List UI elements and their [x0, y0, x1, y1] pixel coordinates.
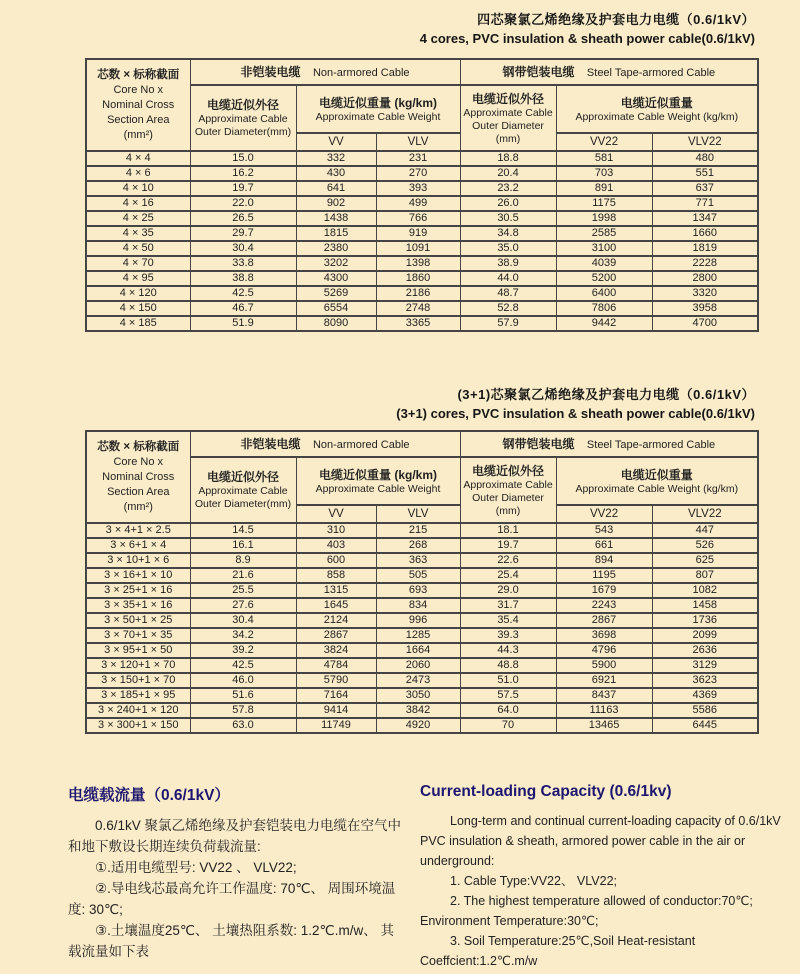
- cell-value: 26.0: [460, 196, 556, 211]
- cell-value: 30.5: [460, 211, 556, 226]
- cell-value: 21.6: [190, 568, 296, 583]
- cell-value: 52.8: [460, 301, 556, 316]
- table-row: [86, 688, 758, 703]
- table1-title-block: [420, 9, 755, 46]
- cell-value: 6554: [296, 301, 376, 316]
- cell-value: 8437: [556, 688, 652, 703]
- cell-value: 14.5: [190, 523, 296, 538]
- col-header-weight-non-armored: [296, 85, 460, 133]
- cell-value: 3365: [376, 316, 460, 331]
- table-row: [86, 211, 758, 226]
- od-st-en3: (mm): [495, 504, 521, 517]
- cell-value: 7164: [296, 688, 376, 703]
- notes-zh-item-3: ③.土壤温度25℃、 土壤热阻系数: 1.2℃.m/w、 其载流量如下表: [68, 923, 394, 959]
- cell-value: 29.7: [190, 226, 296, 241]
- cell-value: 807: [652, 568, 758, 583]
- core-header-unit: (mm²): [123, 129, 153, 141]
- wt-na-zh: 电缆近似重量 (kg/km): [319, 467, 438, 482]
- cell-value: 2124: [296, 613, 376, 628]
- od-na-en2: Outer Diameter(mm): [194, 498, 292, 510]
- cell-value: 4784: [296, 658, 376, 673]
- cell-value: 1175: [556, 196, 652, 211]
- col-header-vlv22: VLV22: [652, 505, 758, 523]
- od-st-en2: Outer Diameter: [472, 119, 544, 132]
- cell-value: 3129: [652, 658, 758, 673]
- steel-armored-en: Steel Tape-armored Cable: [586, 67, 716, 79]
- col-header-vv: VV: [296, 505, 376, 523]
- od-st-zh: 电缆近似外径: [472, 463, 545, 478]
- table-row: [86, 583, 758, 598]
- table-row: [86, 256, 758, 271]
- table-row: [86, 271, 758, 286]
- cell-value: 543: [556, 523, 652, 538]
- od-st-zh: 电缆近似外径: [472, 91, 545, 106]
- cell-core-size: 3 × 70+1 × 35: [86, 628, 190, 643]
- col-header-od-non-armored: [190, 457, 296, 523]
- cell-value: 3623: [652, 673, 758, 688]
- cell-value: 2585: [556, 226, 652, 241]
- cell-value: 6921: [556, 673, 652, 688]
- cell-value: 6400: [556, 286, 652, 301]
- cell-value: 6445: [652, 718, 758, 733]
- steel-armored-zh: 钢带铠装电缆: [502, 65, 575, 79]
- cell-value: 693: [376, 583, 460, 598]
- col-header-core-section: [86, 431, 190, 523]
- core-header-en1: Core No x: [113, 84, 164, 96]
- od-st-en3: (mm): [495, 132, 521, 145]
- cell-value: 403: [296, 538, 376, 553]
- cell-value: 46.0: [190, 673, 296, 688]
- table-row: [86, 316, 758, 331]
- wt-na-zh: 电缆近似重量 (kg/km): [319, 95, 438, 110]
- cell-value: 996: [376, 613, 460, 628]
- cell-value: 393: [376, 181, 460, 196]
- cell-value: 18.8: [460, 151, 556, 166]
- cell-value: 1091: [376, 241, 460, 256]
- cell-value: 29.0: [460, 583, 556, 598]
- cell-value: 16.1: [190, 538, 296, 553]
- col-header-weight-steel: [556, 85, 758, 133]
- cell-value: 15.0: [190, 151, 296, 166]
- cell-value: 1285: [376, 628, 460, 643]
- wt-st-zh: 电缆近似重量: [620, 467, 693, 482]
- wt-na-en: Approximate Cable Weight: [315, 110, 441, 123]
- core-header-en2: Nominal Cross: [102, 99, 175, 111]
- cell-value: 18.1: [460, 523, 556, 538]
- cell-value: 551: [652, 166, 758, 181]
- cell-value: 4700: [652, 316, 758, 331]
- cell-value: 31.7: [460, 598, 556, 613]
- cell-value: 57.8: [190, 703, 296, 718]
- col-header-weight-steel: [556, 457, 758, 505]
- col-header-vv22: VV22: [556, 133, 652, 151]
- cell-value: 2099: [652, 628, 758, 643]
- cell-value: 637: [652, 181, 758, 196]
- cell-value: 231: [376, 151, 460, 166]
- cell-value: 42.5: [190, 286, 296, 301]
- cell-value: 5900: [556, 658, 652, 673]
- cell-core-size: 3 × 120+1 × 70: [86, 658, 190, 673]
- col-header-vv: VV: [296, 133, 376, 151]
- non-armored-zh: 非铠装电缆: [240, 437, 301, 451]
- cell-core-size: 3 × 150+1 × 70: [86, 673, 190, 688]
- cell-core-size: 3 × 35+1 × 16: [86, 598, 190, 613]
- cell-value: 4300: [296, 271, 376, 286]
- cell-value: 1082: [652, 583, 758, 598]
- notes-section-en: [420, 783, 792, 971]
- cell-value: 30.4: [190, 241, 296, 256]
- core-header-en3: Section Area: [107, 114, 170, 126]
- cell-value: 1664: [376, 643, 460, 658]
- col-header-vlv: VLV: [376, 505, 460, 523]
- cell-core-size: 3 × 240+1 × 120: [86, 703, 190, 718]
- cell-value: 51.0: [460, 673, 556, 688]
- cell-core-size: 3 × 16+1 × 10: [86, 568, 190, 583]
- cell-value: 1815: [296, 226, 376, 241]
- cell-value: 19.7: [190, 181, 296, 196]
- cell-value: 44.0: [460, 271, 556, 286]
- cell-core-size: 3 × 185+1 × 95: [86, 688, 190, 703]
- notes-section-zh: [68, 783, 402, 962]
- table-row: [86, 241, 758, 256]
- table-row: [86, 553, 758, 568]
- cell-value: 13465: [556, 718, 652, 733]
- od-st-en2: Outer Diameter: [472, 491, 544, 504]
- cell-value: 771: [652, 196, 758, 211]
- cell-value: 51.9: [190, 316, 296, 331]
- cell-value: 11163: [556, 703, 652, 718]
- col-header-core-section: [86, 59, 190, 151]
- cell-core-size: 4 × 6: [86, 166, 190, 181]
- cell-value: 480: [652, 151, 758, 166]
- cell-value: 5790: [296, 673, 376, 688]
- wt-na-en: Approximate Cable Weight: [315, 482, 441, 495]
- cell-value: 270: [376, 166, 460, 181]
- table-row: [86, 286, 758, 301]
- cell-value: 2800: [652, 271, 758, 286]
- notes-zh-item-2: ②.导电线芯最高允许工作温度: 70℃、 周围环境温度: 30℃;: [68, 881, 396, 917]
- cell-value: 363: [376, 553, 460, 568]
- cell-value: 48.7: [460, 286, 556, 301]
- cell-core-size: 3 × 300+1 × 150: [86, 718, 190, 733]
- cell-value: 268: [376, 538, 460, 553]
- table-row: [86, 538, 758, 553]
- cell-value: 42.5: [190, 658, 296, 673]
- cell-value: 858: [296, 568, 376, 583]
- cell-core-size: 4 × 150: [86, 301, 190, 316]
- cell-value: 48.8: [460, 658, 556, 673]
- cell-value: 641: [296, 181, 376, 196]
- cell-core-size: 4 × 10: [86, 181, 190, 196]
- cell-value: 902: [296, 196, 376, 211]
- cell-value: 34.8: [460, 226, 556, 241]
- wt-st-zh: 电缆近似重量: [620, 95, 693, 110]
- cell-core-size: 3 × 95+1 × 50: [86, 643, 190, 658]
- cell-core-size: 3 × 4+1 × 2.5: [86, 523, 190, 538]
- cell-value: 1315: [296, 583, 376, 598]
- cell-value: 23.2: [460, 181, 556, 196]
- cell-value: 600: [296, 553, 376, 568]
- notes-en-paragraph: Long-term and continual current-loading capacity of 0.6/1kV PVC insulation & sheath, armored power cable in the air or underground:: [420, 814, 781, 868]
- cell-value: 1195: [556, 568, 652, 583]
- cell-value: 9442: [556, 316, 652, 331]
- cell-value: 25.4: [460, 568, 556, 583]
- col-header-od-non-armored: [190, 85, 296, 151]
- cell-value: 33.8: [190, 256, 296, 271]
- cell-value: 332: [296, 151, 376, 166]
- cell-core-size: 4 × 185: [86, 316, 190, 331]
- cell-value: 8090: [296, 316, 376, 331]
- cell-core-size: 4 × 35: [86, 226, 190, 241]
- table2-title-block: [396, 384, 755, 421]
- cell-value: 35.4: [460, 613, 556, 628]
- cell-value: 2867: [296, 628, 376, 643]
- col-header-vlv: VLV: [376, 133, 460, 151]
- cell-value: 4796: [556, 643, 652, 658]
- table-row: [86, 718, 758, 733]
- notes-en-item-1: 1. Cable Type:VV22、 VLV22;: [450, 874, 618, 888]
- col-header-vlv22: VLV22: [652, 133, 758, 151]
- cell-value: 3202: [296, 256, 376, 271]
- cell-value: 4039: [556, 256, 652, 271]
- table-row: [86, 673, 758, 688]
- table-row: [86, 658, 758, 673]
- table-row: [86, 181, 758, 196]
- col-header-od-steel: [460, 85, 556, 151]
- cell-value: 2243: [556, 598, 652, 613]
- table-row: [86, 703, 758, 718]
- cell-value: 3320: [652, 286, 758, 301]
- cell-value: 1438: [296, 211, 376, 226]
- steel-armored-zh: 钢带铠装电缆: [502, 437, 575, 451]
- cell-value: 19.7: [460, 538, 556, 553]
- cell-value: 215: [376, 523, 460, 538]
- cell-value: 1347: [652, 211, 758, 226]
- cell-value: 38.9: [460, 256, 556, 271]
- non-armored-zh: 非铠装电缆: [240, 65, 301, 79]
- cell-value: 70: [460, 718, 556, 733]
- cell-value: 2473: [376, 673, 460, 688]
- notes-zh-item-1: ①.适用电缆型号: VV22 、 VLV22;: [95, 860, 297, 875]
- cell-value: 63.0: [190, 718, 296, 733]
- table-row: [86, 301, 758, 316]
- cell-value: 57.9: [460, 316, 556, 331]
- cell-value: 447: [652, 523, 758, 538]
- table1-title-en: 4 cores, PVC insulation & sheath power cable(0.6/1kV): [419, 31, 755, 46]
- notes-en-title: Current-loading Capacity (0.6/1kv): [420, 783, 672, 800]
- cell-value: 505: [376, 568, 460, 583]
- cell-value: 22.6: [460, 553, 556, 568]
- table2-title-en: (3+1) cores, PVC insulation & sheath power cable(0.6/1kV): [396, 406, 755, 421]
- cell-value: 3842: [376, 703, 460, 718]
- cell-value: 44.3: [460, 643, 556, 658]
- cell-value: 39.3: [460, 628, 556, 643]
- cell-core-size: 4 × 50: [86, 241, 190, 256]
- cell-value: 5269: [296, 286, 376, 301]
- cell-value: 38.8: [190, 271, 296, 286]
- cell-value: 39.2: [190, 643, 296, 658]
- cell-value: 581: [556, 151, 652, 166]
- core-header-en3: Section Area: [107, 486, 170, 498]
- group-header-non-armored: [190, 431, 460, 457]
- cell-value: 4920: [376, 718, 460, 733]
- cell-value: 894: [556, 553, 652, 568]
- col-header-vv22: VV22: [556, 505, 652, 523]
- table1-title-zh: 四芯聚氯乙烯绝缘及护套电力电缆（0.6/1kV）: [477, 12, 755, 27]
- cell-value: 9414: [296, 703, 376, 718]
- table-row: [86, 226, 758, 241]
- table-row: [86, 598, 758, 613]
- cell-value: 35.0: [460, 241, 556, 256]
- cell-value: 51.6: [190, 688, 296, 703]
- od-na-zh: 电缆近似外径: [206, 470, 279, 484]
- cell-value: 16.2: [190, 166, 296, 181]
- notes-en-item-3: 3. Soil Temperature:25℃,Soil Heat-resistant Coeffcient:1.2℃.m/w: [420, 934, 696, 968]
- group-header-non-armored: [190, 59, 460, 85]
- cell-value: 3100: [556, 241, 652, 256]
- cell-core-size: 3 × 6+1 × 4: [86, 538, 190, 553]
- cell-value: 27.6: [190, 598, 296, 613]
- cell-value: 34.2: [190, 628, 296, 643]
- table-row: [86, 613, 758, 628]
- cell-core-size: 4 × 120: [86, 286, 190, 301]
- cell-value: 2060: [376, 658, 460, 673]
- cell-core-size: 4 × 16: [86, 196, 190, 211]
- cell-value: 1860: [376, 271, 460, 286]
- cell-value: 57.5: [460, 688, 556, 703]
- table-row: [86, 628, 758, 643]
- cell-core-size: 3 × 50+1 × 25: [86, 613, 190, 628]
- table-row: [86, 523, 758, 538]
- table-row: [86, 643, 758, 658]
- cell-value: 310: [296, 523, 376, 538]
- core-header-zh: 芯数 × 标称截面: [97, 441, 180, 453]
- od-st-en1: Approximate Cable: [463, 478, 553, 491]
- notes-zh-title: 电缆载流量（0.6/1kV）: [68, 787, 230, 804]
- cell-value: 661: [556, 538, 652, 553]
- cell-core-size: 4 × 70: [86, 256, 190, 271]
- cell-value: 20.4: [460, 166, 556, 181]
- col-header-weight-non-armored: [296, 457, 460, 505]
- cell-value: 8.9: [190, 553, 296, 568]
- cell-core-size: 4 × 4: [86, 151, 190, 166]
- cell-value: 625: [652, 553, 758, 568]
- group-header-steel-armored: [460, 431, 758, 457]
- cell-value: 2636: [652, 643, 758, 658]
- cell-value: 5200: [556, 271, 652, 286]
- table-row: [86, 151, 758, 166]
- cell-value: 1819: [652, 241, 758, 256]
- cell-value: 1398: [376, 256, 460, 271]
- od-st-en1: Approximate Cable: [463, 106, 553, 119]
- cell-value: 1679: [556, 583, 652, 598]
- cell-value: 499: [376, 196, 460, 211]
- cell-value: 4369: [652, 688, 758, 703]
- cell-value: 26.5: [190, 211, 296, 226]
- cell-value: 1458: [652, 598, 758, 613]
- cell-value: 64.0: [460, 703, 556, 718]
- cell-value: 30.4: [190, 613, 296, 628]
- core-header-unit: (mm²): [123, 501, 153, 513]
- table-4core-specs: [85, 58, 759, 332]
- cell-value: 2186: [376, 286, 460, 301]
- cell-value: 3050: [376, 688, 460, 703]
- od-na-en1: Approximate Cable: [198, 113, 288, 125]
- wt-st-en: Approximate Cable Weight (kg/km): [575, 482, 739, 495]
- non-armored-en: Non-armored Cable: [312, 439, 410, 451]
- cell-value: 3698: [556, 628, 652, 643]
- cell-value: 2380: [296, 241, 376, 256]
- table-row: [86, 568, 758, 583]
- cell-value: 430: [296, 166, 376, 181]
- cell-value: 25.5: [190, 583, 296, 598]
- wt-st-en: Approximate Cable Weight (kg/km): [575, 110, 739, 123]
- cell-value: 703: [556, 166, 652, 181]
- cell-value: 834: [376, 598, 460, 613]
- cell-value: 1736: [652, 613, 758, 628]
- group-header-steel-armored: [460, 59, 758, 85]
- cell-value: 526: [652, 538, 758, 553]
- table2-title-zh: (3+1)芯聚氯乙烯绝缘及护套电力电缆（0.6/1kV）: [457, 387, 755, 402]
- notes-en-item-2: 2. The highest temperature allowed of conductor:70℃; Environment Temperature:30℃;: [420, 894, 753, 928]
- od-na-zh: 电缆近似外径: [206, 98, 279, 112]
- cell-core-size: 3 × 25+1 × 16: [86, 583, 190, 598]
- steel-armored-en: Steel Tape-armored Cable: [586, 439, 716, 451]
- cell-value: 2228: [652, 256, 758, 271]
- table-row: [86, 196, 758, 211]
- cell-value: 7806: [556, 301, 652, 316]
- core-header-en1: Core No x: [113, 456, 164, 468]
- cell-value: 891: [556, 181, 652, 196]
- cell-core-size: 3 × 10+1 × 6: [86, 553, 190, 568]
- non-armored-en: Non-armored Cable: [312, 67, 410, 79]
- cell-value: 11749: [296, 718, 376, 733]
- cell-value: 2748: [376, 301, 460, 316]
- cell-value: 1645: [296, 598, 376, 613]
- cell-value: 46.7: [190, 301, 296, 316]
- cell-core-size: 4 × 25: [86, 211, 190, 226]
- od-na-en1: Approximate Cable: [198, 485, 288, 497]
- cell-value: 1998: [556, 211, 652, 226]
- cell-value: 2867: [556, 613, 652, 628]
- cell-value: 1660: [652, 226, 758, 241]
- notes-zh-paragraph: 0.6/1kV 聚氯乙烯绝缘及护套铠装电力电缆在空气中和地下敷设长期连续负荷载流量:: [68, 818, 402, 854]
- col-header-od-steel: [460, 457, 556, 523]
- cell-core-size: 4 × 95: [86, 271, 190, 286]
- table-row: [86, 166, 758, 181]
- cell-value: 3824: [296, 643, 376, 658]
- cell-value: 766: [376, 211, 460, 226]
- cell-value: 22.0: [190, 196, 296, 211]
- cell-value: 5586: [652, 703, 758, 718]
- cell-value: 919: [376, 226, 460, 241]
- core-header-en2: Nominal Cross: [102, 471, 175, 483]
- od-na-en2: Outer Diameter(mm): [194, 126, 292, 138]
- core-header-zh: 芯数 × 标称截面: [97, 69, 180, 81]
- cell-value: 3958: [652, 301, 758, 316]
- table-3plus1core-specs: [85, 430, 759, 734]
